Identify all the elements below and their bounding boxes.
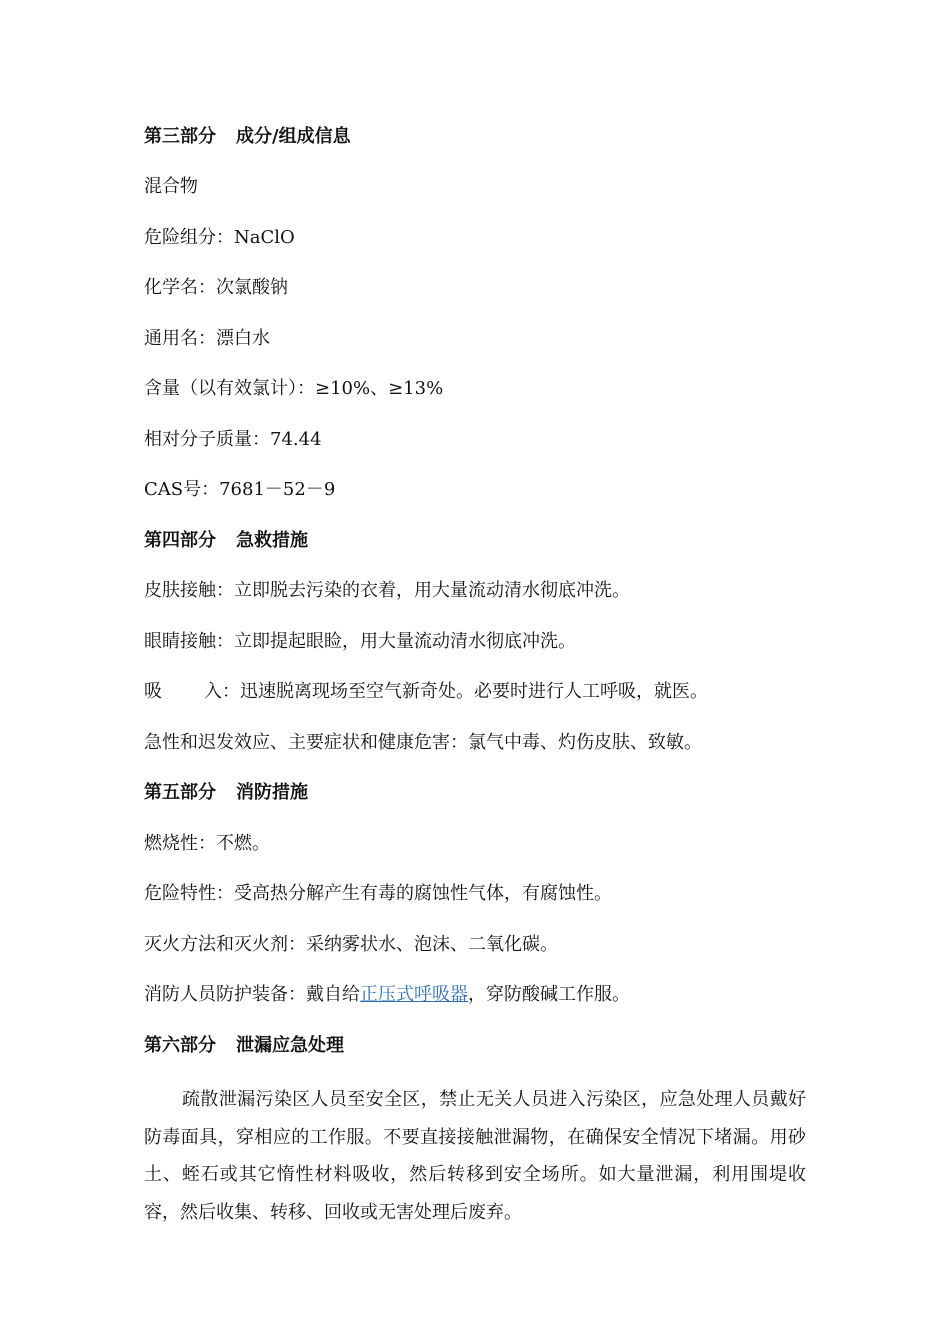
acute-effects: 急性和迟发效应、主要症状和健康危害：氯气中毒、灼伤皮肤、致敏。 [144,732,702,753]
skin-contact: 皮肤接触：立即脱去污染的衣着，用大量流动清水彻底冲洗。 [144,580,630,601]
section3-title: 成分/组成信息 [236,126,351,147]
ppe-prefix: 消防人员防护装备：戴自给 [144,984,360,1005]
eye-contact: 眼睛接触：立即提起眼睑，用大量流动清水彻底冲洗。 [144,631,576,652]
ppe-suffix: ，穿防酸碱工作服。 [468,984,630,1005]
spill-paragraph: 疏散泄漏污染区人员至安全区，禁止无关人员进入污染区，应急处理人员戴好防毒面具，穿相应的工作服。不要直接接触泄漏物，在确保安全情况下堵漏。用砂土、蛭石或其它惰性材料吸收，然后转移到安全场所。如大量泄漏，利用围堤收容，然后收集、转移、回收或无害处理后废弃。 [144,1089,806,1223]
molecular-mass: 相对分子质量：74.44 [144,429,322,450]
section3-heading [144,125,351,149]
extinguish-method: 灭火方法和灭火剂：采纳雾状水、泡沫、二氧化碳。 [144,934,558,955]
flammability: 燃烧性：不燃。 [144,833,270,854]
hazard-component: 危险组分：NaClO [144,227,295,248]
section6-title: 泄漏应急处理 [236,1035,344,1056]
respirator-link[interactable]: 正压式呼吸器 [360,984,468,1005]
section6-number: 第六部分 [144,1035,216,1056]
section4-title: 急救措施 [236,530,308,551]
section5-title: 消防措施 [236,782,308,803]
section5-number: 第五部分 [144,782,216,803]
inhalation [144,680,708,704]
cas-number: CAS号：7681－52－9 [144,479,336,500]
section4-number: 第四部分 [144,530,216,551]
section5-heading [144,781,308,805]
inhale-label-b: 入 [204,681,222,702]
inhale-label-a: 吸 [144,681,162,702]
mixture-text: 混合物 [144,176,198,197]
chemical-name: 化学名：次氯酸钠 [144,277,288,298]
section4-heading [144,529,308,553]
firefighter-ppe [144,983,630,1007]
inhale-text: ：迅速脱离现场至空气新奇处。必要时进行人工呼吸，就医。 [222,681,708,702]
section3-number: 第三部分 [144,126,216,147]
hazard-property: 危险特性：受高热分解产生有毒的腐蚀性气体，有腐蚀性。 [144,883,612,904]
content-text: 含量（以有效氯计）：≥10%、≥13% [144,378,444,399]
section6-heading [144,1034,344,1058]
common-name: 通用名：漂白水 [144,328,270,349]
